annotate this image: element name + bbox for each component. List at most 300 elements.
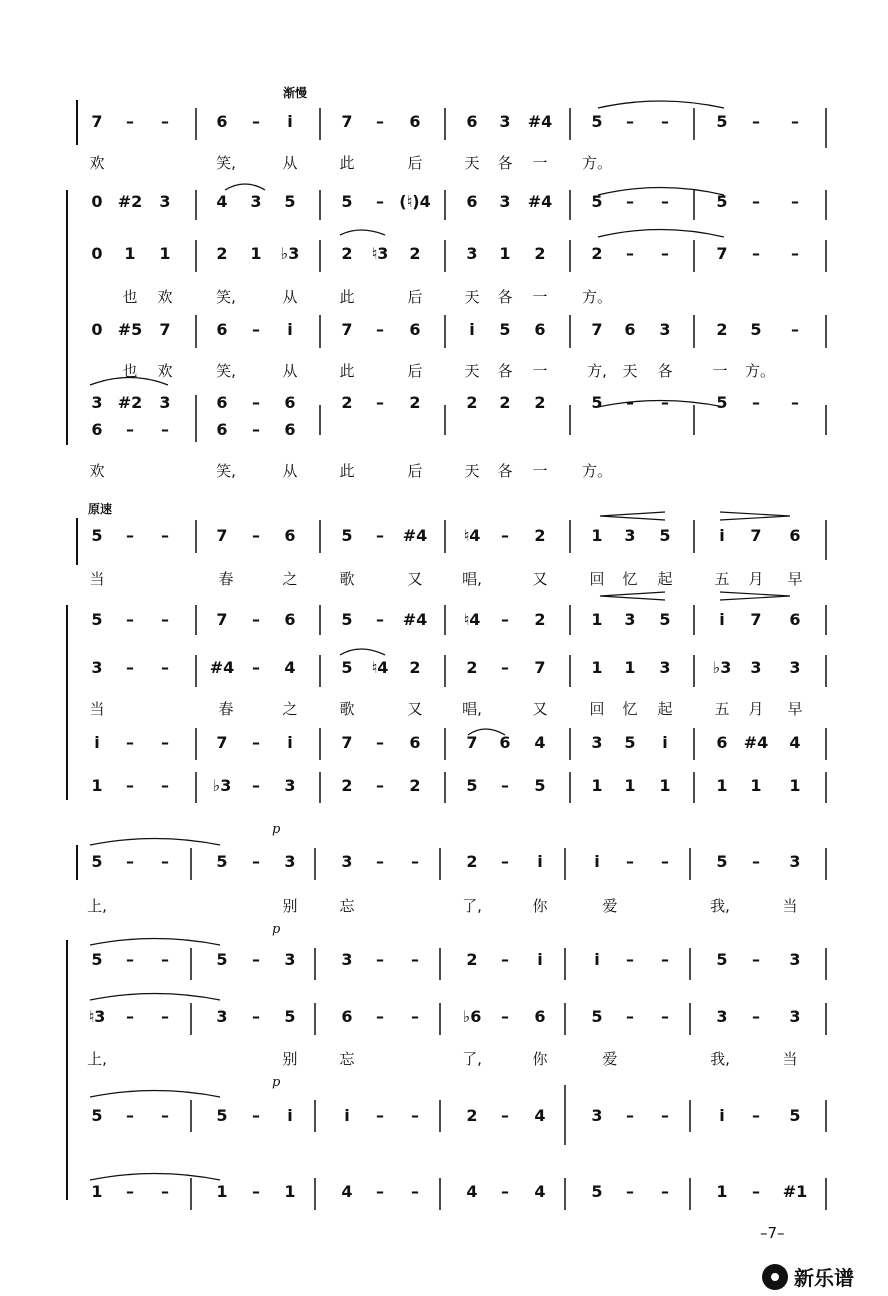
note: 1 [591, 610, 603, 629]
lyric-syllable: 笑, [216, 462, 236, 480]
note: 4 [341, 1182, 353, 1201]
note: 1 [499, 244, 511, 263]
note: 6 [216, 112, 228, 131]
note: – [501, 950, 509, 969]
lyric-syllable: 笑, [216, 154, 236, 172]
note: – [752, 192, 760, 211]
lyric-syllable: 早 [787, 700, 803, 718]
note: – [252, 1007, 260, 1026]
note: 5 [91, 526, 103, 545]
lyric-syllable: 天 [464, 288, 480, 306]
lyric-syllable: 从 [282, 288, 298, 306]
note: 3 [624, 526, 636, 545]
lyric-syllable: 方。 [581, 462, 613, 480]
note: #5 [117, 320, 143, 339]
note: – [661, 192, 669, 211]
note: #2 [117, 192, 143, 211]
lyric-syllable: 一 [712, 362, 728, 380]
note: 5 [341, 192, 353, 211]
logo-text: 新乐谱 [794, 1266, 854, 1290]
note: 1 [716, 1182, 728, 1201]
note: 6 [534, 1007, 546, 1026]
note: 6 [716, 733, 728, 752]
note: 7 [466, 733, 478, 752]
lyric-syllable: 欢 [89, 154, 105, 172]
note: 2 [534, 610, 546, 629]
note: 5 [284, 1007, 296, 1026]
lyric-syllable: 起 [657, 700, 673, 718]
note: i [537, 950, 543, 969]
lyric-syllable: 又 [407, 570, 423, 588]
note: – [252, 420, 260, 439]
note: – [376, 320, 384, 339]
note: – [411, 852, 419, 871]
note: 2 [341, 393, 353, 412]
note: 3 [591, 733, 603, 752]
lyric-syllable: 天 [464, 362, 480, 380]
note: #4 [527, 192, 553, 211]
page-number: –7– [760, 1224, 785, 1242]
note: 2 [499, 393, 511, 412]
note: 2 [409, 776, 421, 795]
note: – [161, 112, 169, 131]
note: ♭6 [462, 1007, 482, 1026]
note: 1 [124, 244, 136, 263]
lyric-syllable: 从 [282, 362, 298, 380]
lyric-syllable: 此 [339, 288, 355, 306]
note: 4 [534, 733, 546, 752]
lyric-syllable: 又 [407, 700, 423, 718]
note: 3 [659, 320, 671, 339]
note: 3 [284, 776, 296, 795]
note: i [287, 1106, 293, 1125]
note: 3 [789, 658, 801, 677]
note: ♭3 [712, 658, 732, 677]
note: 5 [91, 1106, 103, 1125]
note: – [126, 1106, 134, 1125]
note: – [411, 1182, 419, 1201]
note: – [376, 526, 384, 545]
note: 6 [789, 610, 801, 629]
note: 1 [250, 244, 262, 263]
note: – [126, 733, 134, 752]
lyric-syllable: 月 [748, 700, 764, 718]
lyric-syllable: 方。 [581, 154, 613, 172]
note: – [376, 610, 384, 629]
note: 3 [91, 393, 103, 412]
note: #4 [209, 658, 235, 677]
note: – [252, 393, 260, 412]
note: – [661, 950, 669, 969]
note: ♮4 [463, 526, 481, 545]
note: i [469, 320, 475, 339]
note: – [252, 852, 260, 871]
note: i [344, 1106, 350, 1125]
lyric-syllable: 了, [462, 897, 482, 915]
note: 6 [409, 733, 421, 752]
lyric-syllable: 欢 [157, 362, 173, 380]
note: 5 [716, 192, 728, 211]
note: 5 [499, 320, 511, 339]
dynamic-piano-3: p [272, 1075, 281, 1090]
note: – [752, 1182, 760, 1201]
note: – [126, 112, 134, 131]
lyric-syllable: 后 [407, 462, 423, 480]
note: 7 [750, 526, 762, 545]
note: 2 [534, 244, 546, 263]
lyric-syllable: 各 [497, 288, 513, 306]
lyric-syllable: 天 [464, 154, 480, 172]
lyric-syllable: 了, [462, 1050, 482, 1068]
note: 7 [159, 320, 171, 339]
lyric-syllable: 我, [710, 1050, 730, 1068]
note: – [252, 1182, 260, 1201]
note: – [252, 1106, 260, 1125]
note: – [376, 950, 384, 969]
lyric-syllable: 爱 [602, 897, 618, 915]
note: – [252, 320, 260, 339]
note: 7 [534, 658, 546, 677]
note: 3 [159, 393, 171, 412]
lyric-syllable: 各 [657, 362, 673, 380]
note: 1 [789, 776, 801, 795]
lyric-syllable: 忘 [339, 1050, 355, 1068]
note: 3 [284, 950, 296, 969]
note: 3 [216, 1007, 228, 1026]
note: 1 [159, 244, 171, 263]
note: 1 [91, 776, 103, 795]
lyric-syllable: 天 [464, 462, 480, 480]
note: – [126, 1007, 134, 1026]
lyric-syllable: 唱, [462, 570, 482, 588]
note: – [252, 776, 260, 795]
lyric-syllable: 笑, [216, 362, 236, 380]
note: i [287, 733, 293, 752]
note: – [626, 950, 634, 969]
note: 1 [284, 1182, 296, 1201]
site-logo [762, 1262, 854, 1291]
note: – [661, 244, 669, 263]
lyric-syllable: 笑, [216, 288, 236, 306]
note: 5 [789, 1106, 801, 1125]
note: 2 [466, 658, 478, 677]
note: – [501, 776, 509, 795]
note: – [161, 852, 169, 871]
note: 5 [341, 658, 353, 677]
note: 7 [216, 733, 228, 752]
note: 2 [341, 776, 353, 795]
note: 0 [91, 320, 103, 339]
lyric-syllable: 欢 [89, 462, 105, 480]
note: – [752, 852, 760, 871]
note: 6 [789, 526, 801, 545]
note: ♮3 [371, 244, 389, 263]
note: – [791, 320, 799, 339]
note: 5 [284, 192, 296, 211]
note: 5 [216, 1106, 228, 1125]
note: ♮4 [463, 610, 481, 629]
lyric-syllable: 回 [589, 570, 605, 588]
lyric-syllable: 从 [282, 154, 298, 172]
lyric-syllable: 后 [407, 154, 423, 172]
lyric-syllable: 方。 [744, 362, 776, 380]
note: – [126, 610, 134, 629]
lyric-syllable: 忆 [622, 570, 638, 588]
note: – [376, 1182, 384, 1201]
note: – [501, 852, 509, 871]
note: i [287, 112, 293, 131]
note: 1 [624, 776, 636, 795]
note: 2 [409, 658, 421, 677]
note: 6 [466, 192, 478, 211]
note: 4 [534, 1106, 546, 1125]
note: – [126, 776, 134, 795]
note: 1 [91, 1182, 103, 1201]
note: ♭3 [280, 244, 300, 263]
lyric-syllable: 此 [339, 462, 355, 480]
note: 6 [341, 1007, 353, 1026]
lyric-syllable: 也 [122, 362, 138, 380]
note: – [161, 420, 169, 439]
note: – [126, 852, 134, 871]
lyric-syllable: 回 [589, 700, 605, 718]
note: 6 [216, 320, 228, 339]
lyric-syllable: 五 [714, 570, 730, 588]
note: 5 [591, 1182, 603, 1201]
note: – [626, 1182, 634, 1201]
note: 2 [534, 393, 546, 412]
note: 6 [284, 610, 296, 629]
note: 5 [466, 776, 478, 795]
note: – [626, 1007, 634, 1026]
note: #4 [527, 112, 553, 131]
note: – [661, 852, 669, 871]
note: 7 [341, 112, 353, 131]
note: – [791, 393, 799, 412]
lyric-syllable: 当 [782, 897, 798, 915]
note: 4 [216, 192, 228, 211]
note: – [752, 1007, 760, 1026]
note: 2 [341, 244, 353, 263]
note: #1 [782, 1182, 808, 1201]
lyric-syllable: 歌 [339, 700, 355, 718]
note: – [626, 244, 634, 263]
note: 3 [659, 658, 671, 677]
note: – [126, 950, 134, 969]
note: – [791, 244, 799, 263]
note: 5 [216, 950, 228, 969]
note: 3 [750, 658, 762, 677]
note: – [411, 950, 419, 969]
note: ♮3 [88, 1007, 106, 1026]
note: 5 [750, 320, 762, 339]
note: 3 [159, 192, 171, 211]
lyric-syllable: 又 [532, 700, 548, 718]
note: 7 [216, 610, 228, 629]
note: – [411, 1106, 419, 1125]
note: 7 [341, 320, 353, 339]
note: i [287, 320, 293, 339]
note: 3 [499, 112, 511, 131]
lyric-syllable: 之 [282, 700, 298, 718]
note: 2 [466, 393, 478, 412]
note: 5 [624, 733, 636, 752]
note: – [501, 658, 509, 677]
note: 5 [591, 393, 603, 412]
lyric-syllable: 一 [532, 288, 548, 306]
tempo-mark-a-tempo: 原速 [88, 502, 113, 516]
note: – [161, 1182, 169, 1201]
note: 3 [341, 852, 353, 871]
note: 6 [499, 733, 511, 752]
lyric-syllable: 春 [218, 570, 234, 588]
note: – [376, 1106, 384, 1125]
note: – [661, 112, 669, 131]
note: 3 [341, 950, 353, 969]
note: 5 [659, 526, 671, 545]
note: – [126, 526, 134, 545]
note: 3 [789, 852, 801, 871]
note: – [626, 1106, 634, 1125]
note: 2 [466, 1106, 478, 1125]
note: 6 [466, 112, 478, 131]
lyric-syllable: 起 [657, 570, 673, 588]
note: – [161, 526, 169, 545]
note: 6 [409, 320, 421, 339]
note: – [661, 393, 669, 412]
lyric-syllable: 之 [282, 570, 298, 588]
note: 7 [591, 320, 603, 339]
note: – [161, 610, 169, 629]
note: – [791, 192, 799, 211]
lyric-syllable: 一 [532, 154, 548, 172]
note: i [719, 610, 725, 629]
note: 0 [91, 244, 103, 263]
note: – [661, 1106, 669, 1125]
note: – [501, 610, 509, 629]
lyric-syllable: 月 [748, 570, 764, 588]
note: – [626, 112, 634, 131]
note: 6 [216, 393, 228, 412]
note: – [752, 950, 760, 969]
note: ♮4 [371, 658, 389, 677]
note: i [594, 950, 600, 969]
lyric-syllable: 上, [87, 1050, 107, 1068]
note: (♮)4 [399, 192, 431, 211]
note: 3 [91, 658, 103, 677]
note: 1 [591, 658, 603, 677]
note: – [791, 112, 799, 131]
note: ♭3 [212, 776, 232, 795]
note: – [161, 733, 169, 752]
lyric-syllable: 你 [532, 1050, 548, 1068]
note: 2 [466, 950, 478, 969]
note: i [719, 526, 725, 545]
note: 1 [216, 1182, 228, 1201]
note: i [94, 733, 100, 752]
note: #4 [743, 733, 769, 752]
note: – [661, 1182, 669, 1201]
note: – [752, 1106, 760, 1125]
note: – [376, 733, 384, 752]
lyric-syllable: 爱 [602, 1050, 618, 1068]
note: 7 [750, 610, 762, 629]
note: – [126, 658, 134, 677]
note: – [626, 852, 634, 871]
note: – [376, 393, 384, 412]
note: 6 [409, 112, 421, 131]
note: – [376, 852, 384, 871]
note: 5 [591, 112, 603, 131]
lyric-syllable: 春 [218, 700, 234, 718]
note: 1 [659, 776, 671, 795]
lyric-syllable: 又 [532, 570, 548, 588]
note: 2 [716, 320, 728, 339]
note: 3 [789, 950, 801, 969]
note: 2 [409, 393, 421, 412]
note: – [626, 192, 634, 211]
note: – [252, 610, 260, 629]
note: 1 [591, 526, 603, 545]
note: i [719, 1106, 725, 1125]
note: 2 [534, 526, 546, 545]
note: 5 [341, 610, 353, 629]
note: – [376, 1007, 384, 1026]
note: 3 [466, 244, 478, 263]
note: 3 [624, 610, 636, 629]
note: i [662, 733, 668, 752]
note: – [501, 1007, 509, 1026]
note: – [626, 393, 634, 412]
tempo-mark-ritardando: 渐慢 [283, 86, 308, 100]
note: #2 [117, 393, 143, 412]
note: 4 [534, 1182, 546, 1201]
note: – [376, 192, 384, 211]
note: 0 [91, 192, 103, 211]
note: – [752, 112, 760, 131]
lyric-syllable: 从 [282, 462, 298, 480]
record-disc-icon [762, 1264, 788, 1290]
lyric-syllable: 各 [497, 154, 513, 172]
lyric-syllable: 当 [89, 700, 105, 718]
note: – [752, 393, 760, 412]
note: – [161, 950, 169, 969]
note: 6 [284, 420, 296, 439]
note: 1 [750, 776, 762, 795]
note: 6 [534, 320, 546, 339]
lyric-syllable: 方。 [581, 288, 613, 306]
lyric-syllable: 各 [497, 462, 513, 480]
lyric-syllable: 五 [714, 700, 730, 718]
note: – [126, 1182, 134, 1201]
note: 2 [216, 244, 228, 263]
note: – [161, 1007, 169, 1026]
note: #4 [402, 610, 428, 629]
lyric-syllable: 我, [710, 897, 730, 915]
note: 7 [716, 244, 728, 263]
note: 4 [466, 1182, 478, 1201]
note: 5 [591, 1007, 603, 1026]
note: – [252, 658, 260, 677]
lyric-syllable: 忘 [339, 897, 355, 915]
note: 3 [789, 1007, 801, 1026]
note: 6 [624, 320, 636, 339]
note: 5 [91, 852, 103, 871]
lyric-syllable: 别 [282, 897, 298, 915]
lyric-syllable: 后 [407, 362, 423, 380]
lyric-syllable: 早 [787, 570, 803, 588]
note: 6 [284, 393, 296, 412]
